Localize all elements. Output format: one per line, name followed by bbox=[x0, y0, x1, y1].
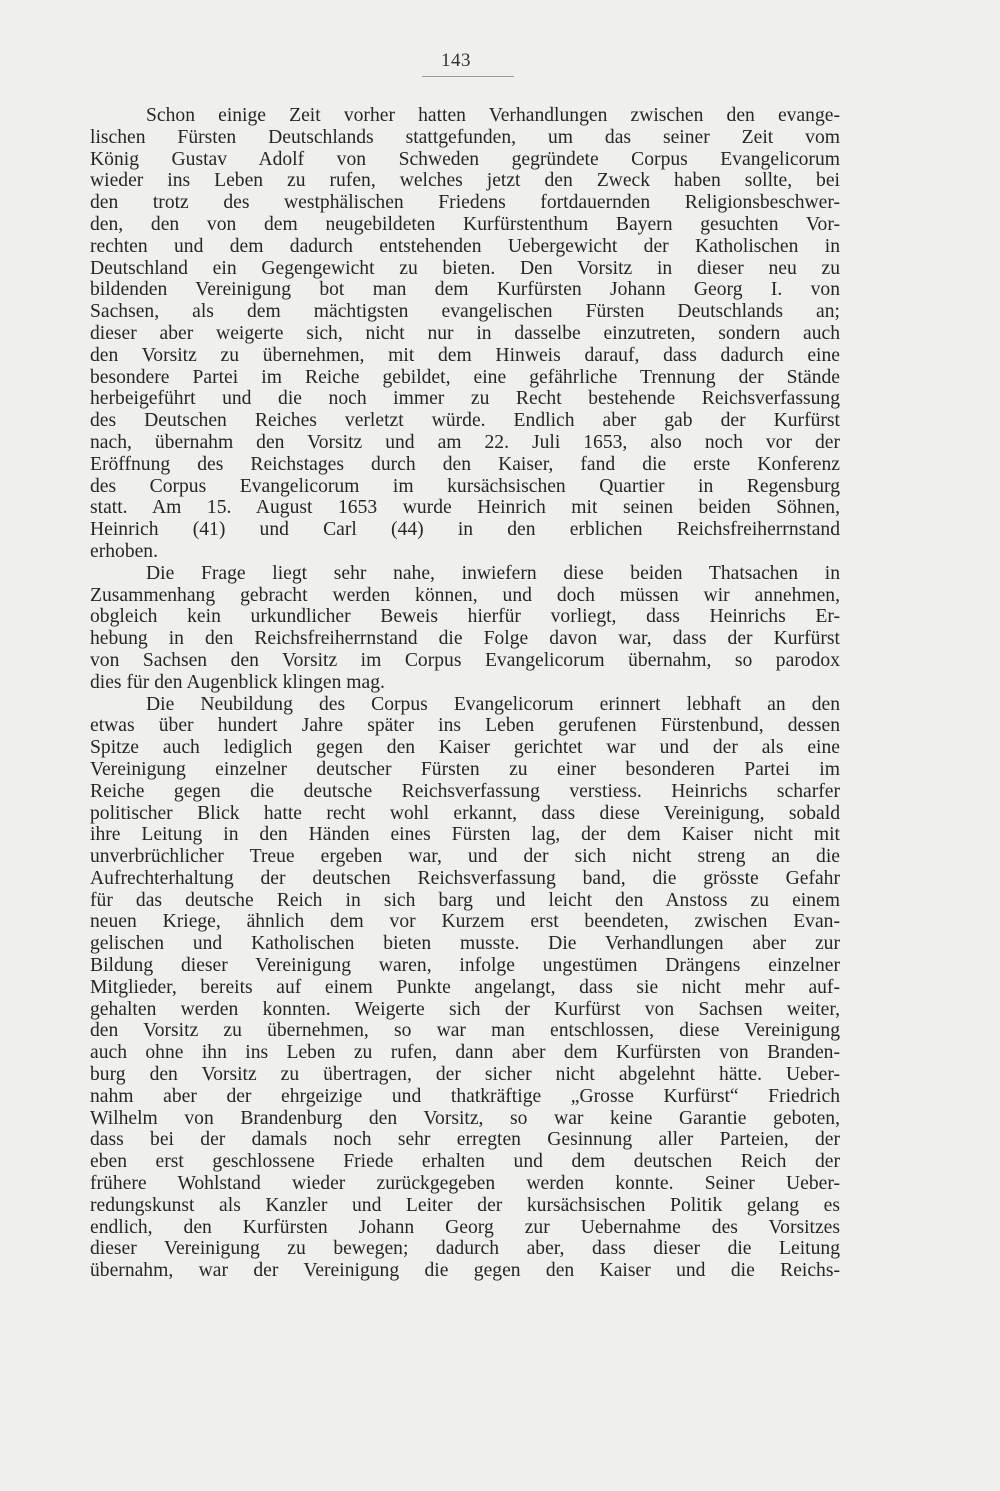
text-line: von Sachsen den Vorsitz im Corpus Evangelicorum übernahm, so parodox bbox=[90, 649, 840, 671]
text-line: wieder ins Leben zu rufen, welches jetzt den Zweck haben sollte, bei bbox=[90, 170, 840, 192]
text-line: auch ohne ihn ins Leben zu rufen, dann aber dem Kurfürsten von Branden- bbox=[90, 1042, 840, 1064]
text-line: endlich, den Kurfürsten Johann Georg zur Uebernahme des Vorsitzes bbox=[90, 1216, 840, 1238]
page-number: 143 bbox=[441, 50, 471, 71]
text-line: neuen Kriege, ähnlich dem vor Kurzem erst beendeten, zwischen Evan- bbox=[90, 911, 840, 933]
text-line: den, den von dem neugebildeten Kurfürstenthum Bayern gesuchten Vor- bbox=[90, 213, 840, 235]
text-line: Sachsen, als dem mächtigsten evangelischen Fürsten Deutschlands an; bbox=[90, 301, 840, 323]
paragraph bbox=[90, 105, 840, 563]
text-line: übernahm, war der Vereinigung die gegen den Kaiser und die Reichs- bbox=[90, 1260, 840, 1282]
text-line: Mitglieder, bereits auf einem Punkte angelangt, dass sie nicht mehr auf- bbox=[90, 976, 840, 998]
text-line: hebung in den Reichsfreiherrnstand die Folge davon war, dass der Kurfürst bbox=[90, 628, 840, 650]
text-line: Vereinigung einzelner deutscher Fürsten zu einer besonderen Partei im bbox=[90, 758, 840, 780]
text-line: besondere Partei im Reiche gebildet, eine gefährliche Trennung der Stände bbox=[90, 366, 840, 388]
text-line: Heinrich (41) und Carl (44) in den erblichen Reichsfreiherrnstand bbox=[90, 519, 840, 541]
page-number-rule bbox=[422, 76, 514, 77]
text-line: burg den Vorsitz zu übertragen, der sicher nicht abgelehnt hätte. Ueber- bbox=[90, 1064, 840, 1086]
text-line: dieser aber weigerte sich, nicht nur in dasselbe einzutreten, sondern auch bbox=[90, 322, 840, 344]
text-line: redungskunst als Kanzler und Leiter der kursächsischen Politik gelang es bbox=[90, 1194, 840, 1216]
text-line: gelischen und Katholischen bieten musste. Die Verhandlungen aber zur bbox=[90, 933, 840, 955]
text-line: Bildung dieser Vereinigung waren, infolge ungestümen Drängens einzelner bbox=[90, 955, 840, 977]
text-line: herbeigeführt und die noch immer zu Recht bestehende Reichsverfassung bbox=[90, 388, 840, 410]
body-text bbox=[90, 105, 840, 1282]
text-line: Deutschland ein Gegengewicht zu bieten. Den Vorsitz in dieser neu zu bbox=[90, 257, 840, 279]
text-line: Spitze auch lediglich gegen den Kaiser gerichtet war und der als eine bbox=[90, 737, 840, 759]
text-line: erhoben. bbox=[90, 540, 159, 562]
text-line: etwas über hundert Jahre später ins Leben gerufenen Fürstenbund, dessen bbox=[90, 715, 840, 737]
text-line: dies für den Augenblick klingen mag. bbox=[90, 671, 385, 693]
text-line: bildenden Vereinigung bot man dem Kurfürsten Johann Georg I. von bbox=[90, 279, 840, 301]
text-line: Die Frage liegt sehr nahe, inwiefern diese beiden Thatsachen in bbox=[146, 562, 840, 584]
text-line: dieser Vereinigung zu bewegen; dadurch aber, dass dieser die Leitung bbox=[90, 1238, 840, 1260]
text-line: Aufrechterhaltung der deutschen Reichsverfassung band, die grösste Gefahr bbox=[90, 867, 840, 889]
text-line: Zusammenhang gebracht werden können, und doch müssen wir annehmen, bbox=[90, 584, 840, 606]
text-line: Eröffnung des Reichstages durch den Kaiser, fand die erste Konferenz bbox=[90, 453, 840, 475]
paragraph bbox=[90, 563, 840, 694]
text-line: frühere Wohlstand wieder zurückgegeben werden konnte. Seiner Ueber- bbox=[90, 1173, 840, 1195]
text-line: den Vorsitz zu übernehmen, mit dem Hinweis darauf, dass dadurch eine bbox=[90, 344, 840, 366]
text-line: des Deutschen Reiches verletzt würde. Endlich aber gab der Kurfürst bbox=[90, 410, 840, 432]
text-line: obgleich kein urkundlicher Beweis hierfür vorliegt, dass Heinrichs Er- bbox=[90, 606, 840, 628]
text-line: nach, übernahm den Vorsitz und am 22. Juli 1653, also noch vor der bbox=[90, 431, 840, 453]
text-line: unverbrüchlicher Treue ergeben war, und der sich nicht streng an die bbox=[90, 846, 840, 868]
text-line: Schon einige Zeit vorher hatten Verhandlungen zwischen den evange- bbox=[146, 105, 840, 126]
text-line: des Corpus Evangelicorum im kursächsischen Quartier in Regensburg bbox=[90, 475, 840, 497]
text-line: politischer Blick hatte recht wohl erkannt, dass diese Vereinigung, sobald bbox=[90, 802, 840, 824]
text-line: König Gustav Adolf von Schweden gegründete Corpus Evangelicorum bbox=[90, 148, 840, 170]
text-line: ihre Leitung in den Händen eines Fürsten lag, der dem Kaiser nicht mit bbox=[90, 824, 840, 846]
text-line: den trotz des westphälischen Friedens fortdauernden Religionsbeschwer- bbox=[90, 192, 840, 214]
text-line: für das deutsche Reich in sich barg und leicht den Anstoss zu einem bbox=[90, 889, 840, 911]
text-line: nahm aber der ehrgeizige und thatkräftige „Grosse Kurfürst“ Friedrich bbox=[90, 1085, 840, 1107]
text-line: dass bei der damals noch sehr erregten Gesinnung aller Parteien, der bbox=[90, 1129, 840, 1151]
paragraph bbox=[90, 694, 840, 1283]
text-line: gehalten werden konnten. Weigerte sich der Kurfürst von Sachsen weiter, bbox=[90, 998, 840, 1020]
text-line: eben erst geschlossene Friede erhalten und dem deutschen Reich der bbox=[90, 1151, 840, 1173]
text-line: Die Neubildung des Corpus Evangelicorum erinnert lebhaft an den bbox=[146, 693, 840, 715]
text-line: Reiche gegen die deutsche Reichsverfassung verstiess. Heinrichs scharfer bbox=[90, 780, 840, 802]
text-line: statt. Am 15. August 1653 wurde Heinrich mit seinen beiden Söhnen, bbox=[90, 497, 840, 519]
text-line: den Vorsitz zu übernehmen, so war man entschlossen, diese Vereinigung bbox=[90, 1020, 840, 1042]
text-line: lischen Fürsten Deutschlands stattgefunden, um das seiner Zeit vom bbox=[90, 126, 840, 148]
text-line: rechten und dem dadurch entstehenden Uebergewicht der Katholischen in bbox=[90, 235, 840, 257]
text-line: Wilhelm von Brandenburg den Vorsitz, so war keine Garantie geboten, bbox=[90, 1107, 840, 1129]
